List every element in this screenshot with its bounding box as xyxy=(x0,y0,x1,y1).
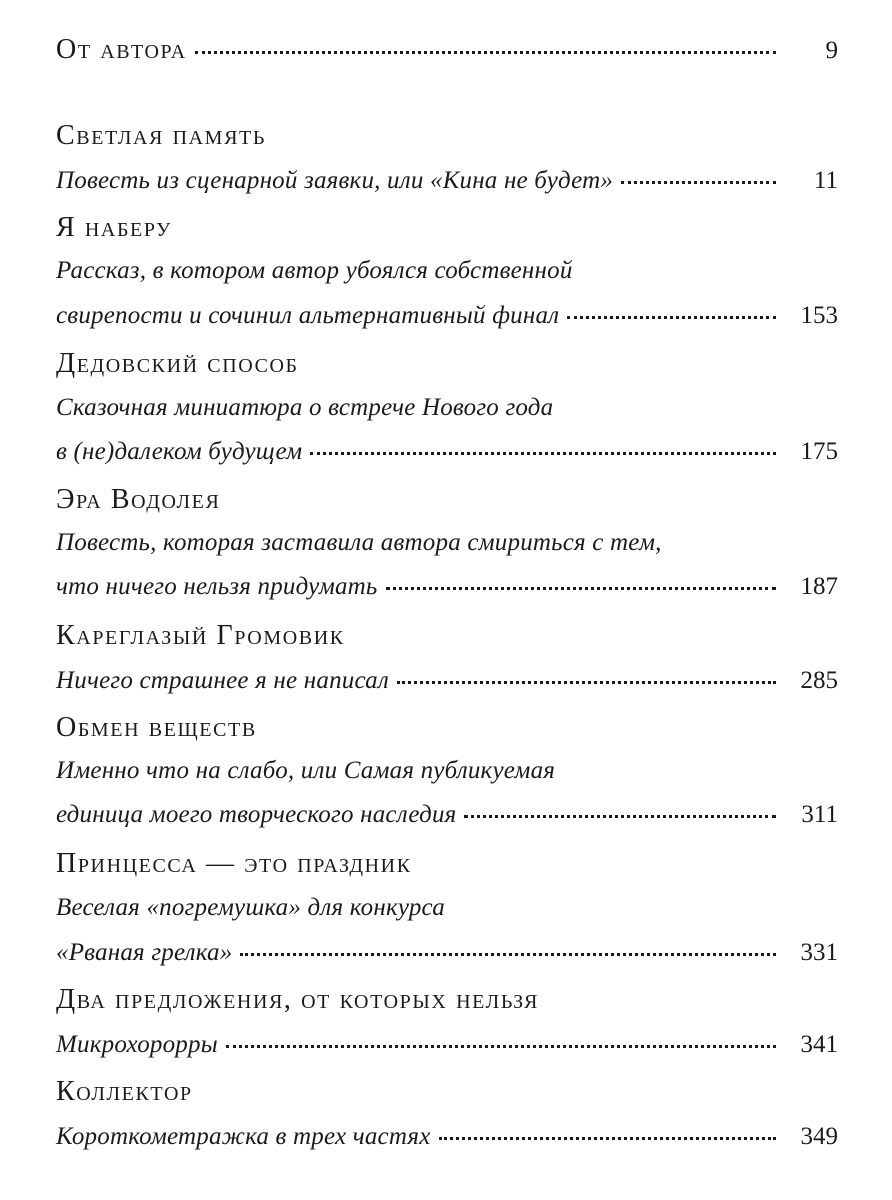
dot-leader xyxy=(621,181,776,184)
toc-entry-title-line[interactable] xyxy=(56,214,838,242)
toc-entry-foreword[interactable] xyxy=(56,36,838,64)
toc-entry-subtitle-line[interactable] xyxy=(56,574,838,599)
dot-leader xyxy=(240,953,776,956)
toc-entry-subtitle: Короткометражка в трех частях xyxy=(56,1123,431,1150)
toc-page-number: 331 xyxy=(800,939,838,966)
toc-entry-subtitle-line[interactable] xyxy=(56,940,838,965)
toc-page-number: 11 xyxy=(813,167,838,194)
toc-entry-subtitle-line[interactable] xyxy=(56,802,838,827)
toc-entry-subtitle: Микрохорорры xyxy=(56,1031,218,1058)
toc-entry-subtitle: свирепости и сочинил альтернативный финал xyxy=(56,302,560,329)
toc-entry-subtitle: единица моего творческого наследия xyxy=(56,801,457,828)
toc-entry-title: Два предложения, от которых нельзя xyxy=(56,984,539,1015)
toc-entry-subtitle: «Рваная грелка» xyxy=(56,939,233,966)
toc-page-number: 187 xyxy=(800,573,838,600)
dot-leader xyxy=(439,1137,776,1140)
toc-entry-title: От автора xyxy=(56,34,187,65)
toc-entry-subtitle: что ничего нельзя придумать xyxy=(56,573,378,600)
toc-page-number: 341 xyxy=(800,1031,838,1058)
dot-leader xyxy=(397,681,776,684)
toc-entry-title: Обмен веществ xyxy=(56,712,257,743)
dot-leader xyxy=(386,587,776,590)
toc-entry-title-line[interactable] xyxy=(56,1078,838,1106)
dot-leader xyxy=(226,1045,776,1048)
toc-page-number: 285 xyxy=(800,667,838,694)
toc-entry-subtitle: Веселая «погремушка» для конкурса xyxy=(56,894,445,921)
toc-entry-title-line[interactable] xyxy=(56,986,838,1014)
toc-entry-subtitle-line[interactable] xyxy=(56,303,838,328)
toc-entry-title: Эра Водолея xyxy=(56,484,221,515)
toc-page-number: 175 xyxy=(800,438,838,465)
table-of-contents xyxy=(56,0,838,1200)
toc-entry-title: Принцесса — это праздник xyxy=(56,848,412,879)
toc-page-number: 349 xyxy=(800,1123,838,1150)
toc-entry-subtitle: Именно что на слабо, или Самая публикуемая xyxy=(56,757,556,784)
toc-page-number: 311 xyxy=(801,801,838,828)
toc-entry-title: Светлая память xyxy=(56,120,266,151)
toc-entry-subtitle: Сказочная миниатюра о встрече Нового года xyxy=(56,394,554,421)
toc-entry-subtitle: Повесть из сценарной заявки, или «Кина не будет» xyxy=(56,167,614,194)
toc-entry-title-line[interactable] xyxy=(56,714,838,742)
toc-entry-subtitle-line[interactable] xyxy=(56,895,838,920)
toc-entry-title: Я наберу xyxy=(56,212,172,243)
toc-entry-title: Дедовский способ xyxy=(56,348,299,379)
toc-page-number: 153 xyxy=(800,302,838,329)
toc-entry-subtitle-line[interactable] xyxy=(56,168,838,193)
dot-leader xyxy=(567,316,776,319)
dot-leader xyxy=(310,452,776,455)
toc-entry-subtitle-line[interactable] xyxy=(56,395,838,420)
toc-page-number: 9 xyxy=(825,37,838,64)
toc-entry-subtitle-line[interactable] xyxy=(56,1124,838,1149)
toc-entry-title-line[interactable] xyxy=(56,850,838,878)
toc-entry-subtitle: в (не)далеком будущем xyxy=(56,438,303,465)
toc-entry-subtitle-line[interactable] xyxy=(56,758,838,783)
dot-leader xyxy=(195,51,776,54)
toc-entry-title-line[interactable] xyxy=(56,622,838,650)
toc-entry-subtitle: Рассказ, в котором автор убоялся собственной xyxy=(56,257,573,284)
toc-entry-title-line[interactable] xyxy=(56,122,838,150)
toc-entry-subtitle-line[interactable] xyxy=(56,258,838,283)
toc-entry-subtitle-line[interactable] xyxy=(56,439,838,464)
toc-entry-title: Кареглазый Громовик xyxy=(56,620,345,651)
toc-entry-subtitle: Повесть, которая заставила автора смириться с тем, xyxy=(56,529,662,556)
toc-entry-subtitle: Ничего страшнее я не написал xyxy=(56,667,389,694)
toc-entry-subtitle-line[interactable] xyxy=(56,1032,838,1057)
toc-entry-subtitle-line[interactable] xyxy=(56,668,838,693)
toc-entry-subtitle-line[interactable] xyxy=(56,530,838,555)
toc-entry-title: Коллектор xyxy=(56,1076,193,1107)
dot-leader xyxy=(464,815,776,818)
toc-entry-title-line[interactable] xyxy=(56,486,838,514)
toc-entry-title-line[interactable] xyxy=(56,350,838,378)
